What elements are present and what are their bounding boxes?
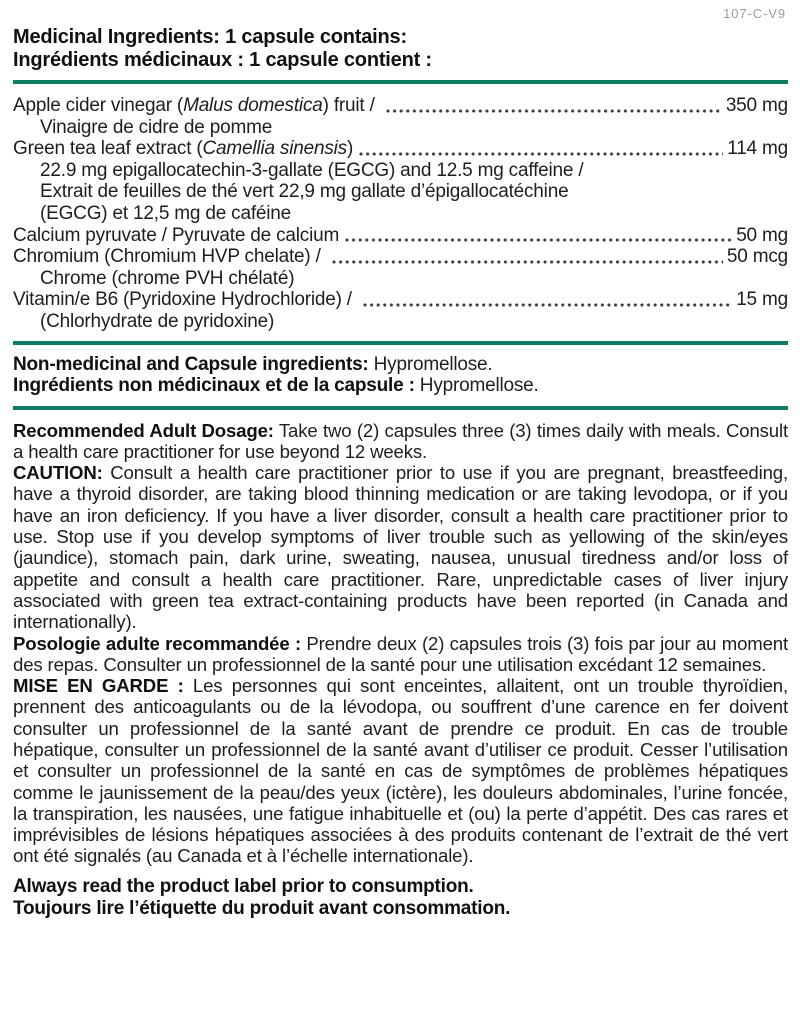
footer-warning [13,876,788,920]
dosage-caution-section [13,420,788,867]
ingredient-name-text: ) [346,138,354,160]
caution-label-en: CAUTION: [13,462,103,484]
caution-paragraph-en [13,462,788,632]
ingredient-subline: 22.9 mg epigallocatechin-3-gallate (EGCG) and 12.5 mg caffeine / [40,159,584,181]
caution-label-fr: MISE EN GARDE : [13,675,184,697]
ingredient-row [13,246,788,268]
non-medicinal-text-fr: Hypromellose. [414,375,539,397]
ingredient-name-text: Vitamin/e B6 (Pyridoxine Hydrochloride) / [13,289,357,311]
dosage-label-en: Recommended Adult Dosage: [13,419,274,441]
ingredient-row [13,95,788,117]
ingredient-name [13,138,353,160]
non-medicinal-text-en: Hypromellose. [368,353,493,375]
dotted-leader [386,108,722,114]
dotted-leader [363,302,732,308]
dotted-leader [359,151,723,157]
ingredient-latin-name: Camellia sinensis [202,138,347,160]
ingredient-subline: Chrome (chrome PVH chélaté) [40,267,295,289]
non-medicinal-section [13,354,788,397]
ingredient-amount: 50 mg [736,224,788,246]
section-divider-rule [13,80,788,84]
ingredient-name [13,246,326,268]
medicinal-heading-en: Medicinal Ingredients: 1 capsule contains: [13,26,407,48]
non-medicinal-line-fr [13,375,788,397]
non-medicinal-line-en [13,354,788,376]
ingredient-name [13,289,357,311]
non-medicinal-label-en: Non-medicinal and Capsule ingredients: [13,353,369,375]
section-divider-rule [13,406,788,410]
ingredient-name [13,225,339,247]
caution-text-fr: Les personnes qui sont enceintes, allaitent, ont un trouble thyroïdien, prennent des anticoagulants ou de la lévodopa, ou souffrent d’une carence en fer doivent consulter un professionnel de la santé avant de prendre ce produit. En cas de trouble hépatique, consulter un professionnel de la santé avant d’utiliser ce produit. Cesser l’utilisation et consulter un professionnel de la santé en cas de symptômes de problèmes hépatiques comme le jaunissement de la peau/des yeux (ictère), les douleurs abdominales, l’urine foncée, la transpiration, les nausées, une fatigue inhabituelle et (ou) la perte d’appétit. Des cas rares et imprévisibles de lésions hépatiques associées à des produits contenant de l’extrait de thé vert ont été signalés (au Canada et à l’échelle internationale). [13,675,788,867]
ingredient-name-text: Green tea leaf extract ( [13,138,203,160]
non-medicinal-label-fr: Ingrédients non médicinaux et de la capsule : [13,375,415,397]
dosage-label-fr: Posologie adulte recommandée : [13,632,301,654]
section-divider-rule [13,341,788,345]
ingredient-amount: 114 mg [727,138,788,160]
caution-text-en: Consult a health care practitioner prior to use if you are pregnant, breastfeeding, have a thyroid disorder, are taking blood thinning medication or are taking levodopa, or if you have an iron deficiency. If you have a liver disorder, consult a health care practitioner prior to use. Stop use if you develop symptoms of liver trouble such as yellowing of the skin/eyes (jaundice), stomach pain, dark urine, sweating, nausea, unusual tiredness and/or loss of appetite and consult a health care practitioner. Rare, unpredictable cases of liver injury associated with green tea extract-containing products have been reported (in Canada and internationally). [13,462,788,633]
dosage-text-fr: Prendre deux (2) capsules trois (3) fois par jour au moment des repas. Consulter un professionnel de la santé pour une utilisation excédant 12 semaines. [13,632,789,675]
ingredient-list [13,95,788,333]
ingredient-amount: 350 mg [725,95,788,116]
ingredient-name-text: Chromium (Chromium HVP chelate) / [13,246,326,268]
ingredient-latin-name: Malus domestica [183,95,323,116]
ingredient-name-text: ) fruit / [322,95,380,116]
ingredient-subline: Vinaigre de cidre de pomme [40,116,273,138]
caution-paragraph-fr [13,675,788,867]
ingredient-amount: 15 mg [736,289,788,311]
ingredient-name [13,95,380,117]
footer-line-fr: Toujours lire l’étiquette du produit avant consommation. [13,897,511,919]
ingredient-row [13,289,788,311]
ingredient-subline: Extrait de feuilles de thé vert 22,9 mg gallate d’épigallocatéchine [40,181,569,203]
dotted-leader [332,259,723,265]
medicinal-heading-fr: Ingrédients médicinaux : 1 capsule contient : [13,48,432,71]
ingredient-row [13,225,788,247]
ingredient-row [13,138,788,160]
ingredient-name-text: Apple cider vinegar ( [13,95,184,116]
ingredient-subline: (Chlorhydrate de pyridoxine) [40,310,275,332]
dotted-leader [345,237,732,243]
ingredient-amount: 50 mcg [726,246,788,268]
ingredient-name-text: Calcium pyruvate / Pyruvate de calcium [13,224,340,246]
ingredient-subline: (EGCG) et 12,5 mg de caféine [40,202,292,224]
dosage-paragraph-en [13,420,788,463]
footer-line-en: Always read the product label prior to consumption. [13,875,474,897]
dosage-text-en: Take two (2) capsules three (3) times daily with meals. Consult a health care practitioner for use beyond 12 weeks. [13,419,788,462]
product-code: 107-C-V9 [723,6,786,21]
dosage-paragraph-fr [13,633,788,676]
